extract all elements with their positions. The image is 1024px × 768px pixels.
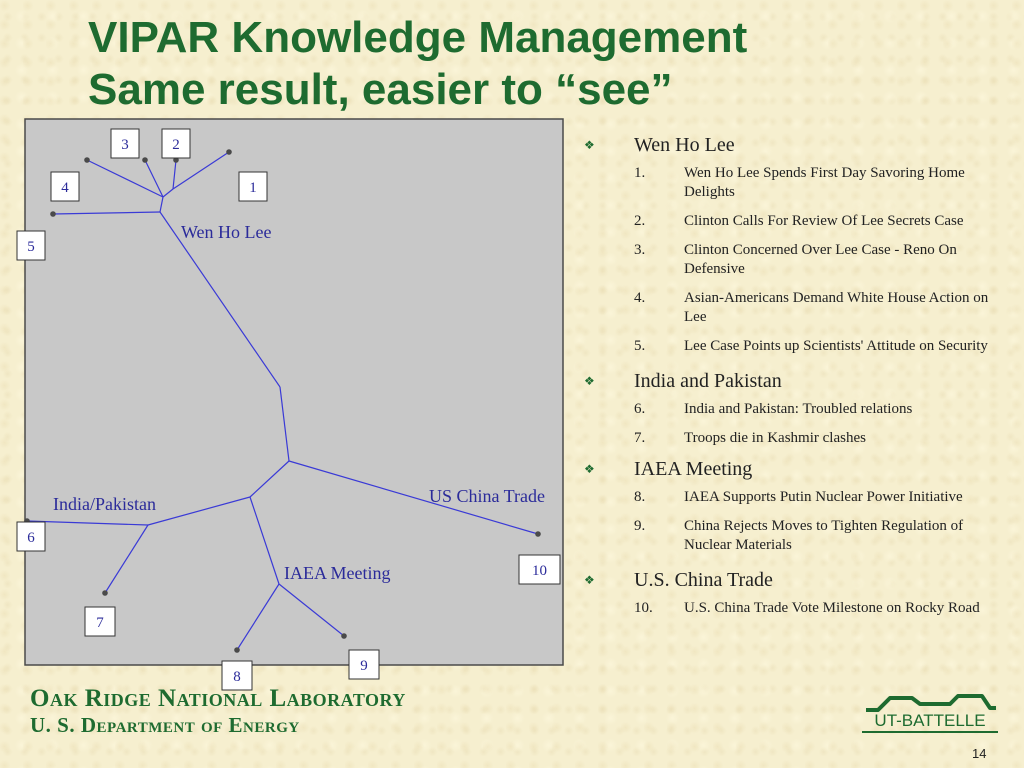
leaf-box-2 bbox=[162, 129, 190, 158]
legend-heading bbox=[580, 366, 1010, 396]
legend-item-number: 2. bbox=[634, 213, 646, 229]
legend-item-number: 5. bbox=[634, 338, 646, 354]
legend-heading bbox=[580, 130, 1010, 160]
legend-item bbox=[580, 212, 1010, 231]
legend-item-number: 10. bbox=[634, 600, 653, 616]
legend-item-text: IAEA Supports Putin Nuclear Power Initiative bbox=[684, 489, 963, 505]
legend-section-india-pakistan bbox=[580, 366, 1010, 448]
leaf-box-1-label: 1 bbox=[249, 180, 257, 196]
legend-item-number: 8. bbox=[634, 489, 646, 505]
legend-item-text: China Rejects Moves to Tighten Regulation of Nuclear Materials bbox=[684, 518, 964, 553]
legend-item-number: 3. bbox=[634, 242, 646, 258]
diagram-panel bbox=[25, 119, 563, 665]
leaf-dot-7 bbox=[102, 590, 108, 596]
leaf-box-1 bbox=[239, 172, 267, 201]
page-number: 14 bbox=[972, 746, 987, 761]
leaf-box-2-label: 2 bbox=[172, 137, 180, 153]
leaf-dot-9 bbox=[341, 633, 347, 639]
title-line-2: Same result, easier to “see” bbox=[88, 65, 673, 114]
legend-item bbox=[580, 599, 1010, 618]
leaf-box-9 bbox=[349, 650, 379, 679]
leaf-box-10 bbox=[519, 555, 560, 584]
leaf-box-8-label: 8 bbox=[233, 669, 241, 685]
legend-item-text: Wen Ho Lee Spends First Day Savoring Home Delights bbox=[684, 165, 965, 200]
ut-battelle-logo bbox=[858, 690, 1003, 740]
leaf-box-6-label: 6 bbox=[27, 530, 35, 546]
legend-item bbox=[580, 241, 1010, 279]
legend-heading bbox=[580, 565, 1010, 595]
legend-item bbox=[580, 517, 1010, 555]
legend-item-text: U.S. China Trade Vote Milestone on Rocky Road bbox=[684, 600, 980, 616]
legend-heading-text: U.S. China Trade bbox=[634, 569, 773, 591]
legend-item bbox=[580, 289, 1010, 327]
leaf-box-7-label: 7 bbox=[96, 615, 104, 631]
org-name-doe: U. S. Department of Energy bbox=[30, 713, 300, 737]
legend-item-text: Asian-Americans Demand White House Action on Lee bbox=[684, 290, 989, 325]
legend-section-iaea-meeting bbox=[580, 454, 1010, 555]
legend-item-number: 7. bbox=[634, 430, 646, 446]
legend-item-text: Troops die in Kashmir clashes bbox=[684, 430, 866, 446]
diamond-bullet-icon: ❖ bbox=[584, 573, 595, 587]
legend-item bbox=[580, 400, 1010, 419]
diamond-bullet-icon: ❖ bbox=[584, 462, 595, 476]
cluster-label-us-china-trade: US China Trade bbox=[429, 486, 546, 506]
legend-heading-text: Wen Ho Lee bbox=[634, 134, 735, 156]
leaf-box-6 bbox=[17, 522, 45, 551]
leaf-dot-3 bbox=[142, 157, 148, 163]
legend-heading-text: India and Pakistan bbox=[634, 370, 782, 392]
leaf-box-10-label: 10 bbox=[532, 563, 547, 579]
legend-item bbox=[580, 488, 1010, 507]
legend-heading-text: IAEA Meeting bbox=[634, 458, 753, 480]
legend-heading bbox=[580, 454, 1010, 484]
cluster-label-india-pakistan: India/Pakistan bbox=[53, 494, 156, 514]
leaf-box-3 bbox=[111, 129, 139, 158]
legend-section-us-china-trade bbox=[580, 565, 1010, 618]
leaf-dot-4 bbox=[84, 157, 90, 163]
legend-item-number: 1. bbox=[634, 165, 646, 181]
legend-item-number: 6. bbox=[634, 401, 646, 417]
leaf-box-9-label: 9 bbox=[360, 658, 368, 674]
legend-item-text: Clinton Concerned Over Lee Case - Reno On Defensive bbox=[684, 242, 957, 277]
cluster-label-iaea-meeting: IAEA Meeting bbox=[284, 563, 391, 583]
logo-text: UT-BATTELLE bbox=[874, 711, 986, 730]
legend-item-text: India and Pakistan: Troubled relations bbox=[684, 401, 913, 417]
diamond-bullet-icon: ❖ bbox=[584, 138, 595, 152]
leaf-box-4 bbox=[51, 172, 79, 201]
diamond-bullet-icon: ❖ bbox=[584, 374, 595, 388]
legend-item-number: 9. bbox=[634, 518, 646, 534]
legend-item-text: Lee Case Points up Scientists' Attitude on Security bbox=[684, 338, 988, 354]
leaf-box-5 bbox=[17, 231, 45, 260]
legend-section-wen-ho-lee bbox=[580, 130, 1010, 356]
cluster-label-wen-ho-lee: Wen Ho Lee bbox=[181, 222, 272, 242]
legend-item bbox=[580, 164, 1010, 202]
leaf-box-5-label: 5 bbox=[27, 239, 35, 255]
mountain-ridge-icon bbox=[866, 696, 996, 710]
legend-item-number: 4. bbox=[634, 290, 646, 306]
leaf-box-3-label: 3 bbox=[121, 137, 129, 153]
cluster-legend bbox=[580, 130, 1010, 618]
legend-item bbox=[580, 429, 1010, 448]
legend-item bbox=[580, 337, 1010, 356]
leaf-box-7 bbox=[85, 607, 115, 636]
leaf-dot-8 bbox=[234, 647, 240, 653]
org-name-ornl: Oak Ridge National Laboratory bbox=[30, 685, 406, 712]
legend-item-text: Clinton Calls For Review Of Lee Secrets Case bbox=[684, 213, 964, 229]
title-line-1: VIPAR Knowledge Management bbox=[88, 13, 748, 62]
leaf-box-4-label: 4 bbox=[61, 180, 69, 196]
leaf-dot-10 bbox=[535, 531, 541, 537]
leaf-dot-1 bbox=[226, 149, 232, 155]
leaf-dot-5 bbox=[50, 211, 56, 217]
